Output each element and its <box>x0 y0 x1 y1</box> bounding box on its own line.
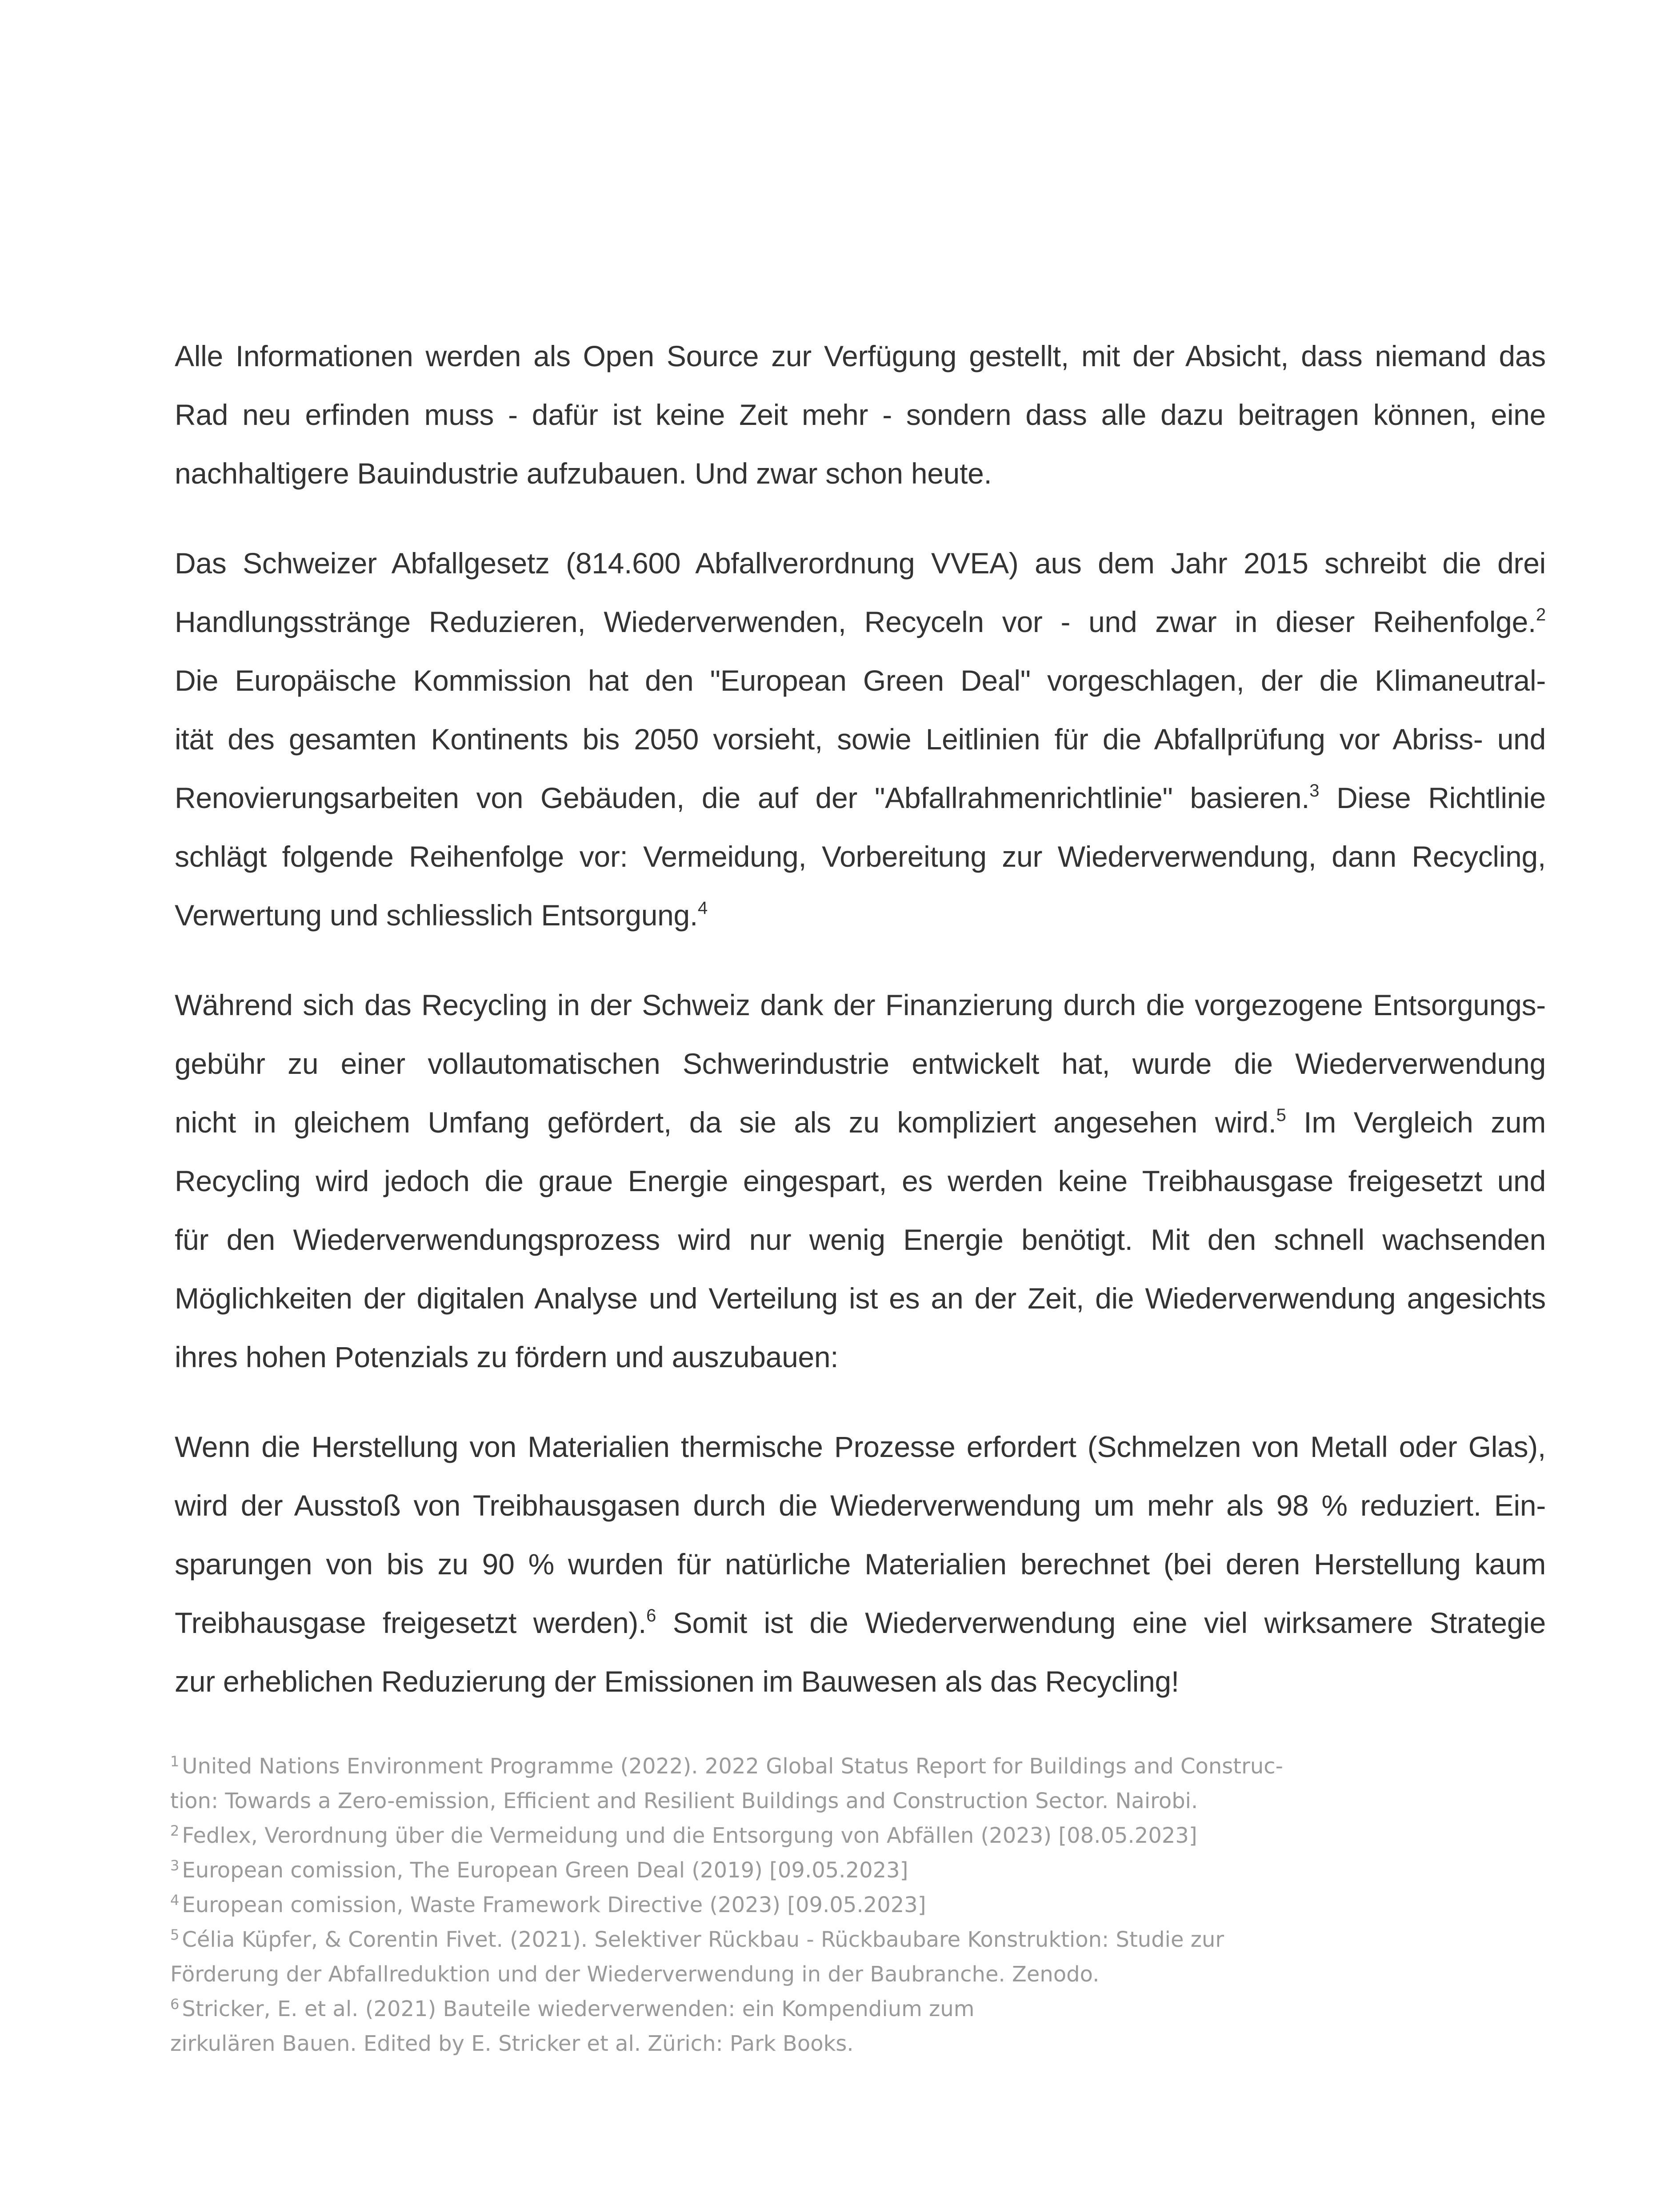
footnote-ref: 2 <box>1536 605 1546 624</box>
text-line <box>175 768 1546 827</box>
text-line: Alle Informationen werden als Open Source zur Verfügung gestellt, mit der Absicht, dass niemand das <box>175 340 1546 372</box>
footnote-text: Stricker, E. et al. (2021) Bauteile wiederverwenden: ein Kompendium zum <box>182 1997 975 2021</box>
text-segment: Diese Richtlinie <box>1319 781 1546 814</box>
text-segment: Renovierungsarbeiten von Gebäuden, die auf der "Abfallrahmenrichtlinie" basieren. <box>175 781 1310 814</box>
footnote-4 <box>170 1888 1437 1922</box>
text-line: nachhaltigere Bauindustrie aufzubauen. Und zwar schon heute. <box>175 457 992 490</box>
footnote-text: European comission, Waste Framework Directive (2023) [09.05.2023] <box>182 1893 926 1917</box>
text-line: ität des gesamten Kontinents bis 2050 vorsieht, sowie Leitlinien für die Abfallprüfung vor Abriss- und <box>175 723 1546 756</box>
footnote-number: 4 <box>170 1892 180 1909</box>
text-line: Die Europäische Kommission hat den "European Green Deal" vorgeschlagen, der die Klimaneutral- <box>175 664 1546 697</box>
text-line: gebühr zu einer vollautomatischen Schwerindustrie entwickelt hat, wurde die Wiederverwendung <box>175 1047 1546 1080</box>
text-line: Das Schweizer Abfallgesetz (814.600 Abfallverordnung VVEA) aus dem Jahr 2015 schreibt die drei <box>175 547 1546 580</box>
footnote-2 <box>170 1818 1437 1853</box>
paragraph-emissions <box>175 1417 1546 1711</box>
footnote-ref: 5 <box>1276 1105 1286 1125</box>
footnote-text: Fedlex, Verordnung über die Vermeidung und die Entsorgung von Abfällen (2023) [08.05.2023] <box>182 1823 1197 1848</box>
footnote-text: zirkulären Bauen. Edited by E. Stricker et al. Zürich: Park Books. <box>170 2031 854 2056</box>
footnote-number: 5 <box>170 1926 180 1943</box>
footnote-text: Förderung der Abfallreduktion und der Wiederverwendung in der Baubranche. Zenodo. <box>170 1962 1100 1987</box>
footnote-6-cont <box>170 2026 1437 2061</box>
footnote-3 <box>170 1853 1437 1888</box>
text-line: Recycling wird jedoch die graue Energie eingespart, es werden keine Treibhausgase freigesetzt und <box>175 1165 1546 1197</box>
footnote-text: European comission, The European Green Deal (2019) [09.05.2023] <box>182 1858 908 1883</box>
text-line: sparungen von bis zu 90 % wurden für natürliche Materialien berechnet (bei deren Herstellung kaum <box>175 1548 1546 1581</box>
text-line: für den Wiederverwendungsprozess wird nur wenig Energie benötigt. Mit den schnell wachsenden <box>175 1223 1546 1256</box>
text-line: schlägt folgende Reihenfolge vor: Vermeidung, Vorbereitung zur Wiederverwendung, dann Recycling, <box>175 840 1546 873</box>
footnote-ref: 4 <box>697 898 708 918</box>
footnote-1 <box>170 1749 1437 1784</box>
text-line: zur erheblichen Reduzierung der Emissionen im Bauwesen als das Recycling! <box>175 1665 1179 1698</box>
text-segment: Im Vergleich zum <box>1286 1106 1546 1139</box>
footnote-text: tion: Towards a Zero-emission, Efficient and Resilient Buildings and Construction Sector. Nairobi. <box>170 1789 1198 1813</box>
footnote-6 <box>170 1992 1437 2026</box>
text-line: Rad neu erfinden muss - dafür ist keine Zeit mehr - sondern dass alle dazu beitragen können, eine <box>175 398 1546 431</box>
footnote-5 <box>170 1922 1437 1957</box>
text-line <box>175 1593 1546 1652</box>
footnotes <box>170 1749 1437 2061</box>
footnote-number: 1 <box>170 1753 180 1770</box>
paragraph-open-source <box>175 327 1546 503</box>
footnote-1-cont <box>170 1784 1437 1818</box>
footnote-number: 3 <box>170 1857 180 1874</box>
text-line: ihres hohen Potenzials zu fördern und auszubauen: <box>175 1341 839 1373</box>
text-segment: Handlungsstränge Reduzieren, Wiederverwenden, Recyceln vor - und zwar in dieser Reihenfolge. <box>175 605 1536 638</box>
footnote-5-cont <box>170 1957 1437 1992</box>
body-text <box>175 327 1546 1742</box>
text-line: Wenn die Herstellung von Materialien thermische Prozesse erfordert (Schmelzen von Metall oder Glas), <box>175 1430 1546 1463</box>
text-line <box>175 1093 1546 1152</box>
text-segment: Treibhausgase freigesetzt werden). <box>175 1606 647 1639</box>
paragraph-recycling <box>175 976 1546 1386</box>
footnote-text: Célia Küpfer, & Corentin Fivet. (2021). Selektiver Rückbau - Rückbaubare Konstruktion: Studie zur <box>182 1927 1224 1952</box>
footnote-ref: 6 <box>646 1606 656 1625</box>
text-line <box>175 886 1546 944</box>
text-line <box>175 592 1546 651</box>
text-segment: nicht in gleichem Umfang gefördert, da sie als zu kompliziert angesehen wird. <box>175 1106 1276 1139</box>
text-segment: Somit ist die Wiederverwendung eine viel wirksamere Strategie <box>656 1606 1546 1639</box>
footnote-ref: 3 <box>1309 781 1320 800</box>
text-segment: Verwertung und schliesslich Entsorgung. <box>175 899 698 932</box>
footnote-number: 6 <box>170 1996 180 2013</box>
text-line: Möglichkeiten der digitalen Analyse und Verteilung ist es an der Zeit, die Wiederverwendung angesichts <box>175 1282 1546 1315</box>
text-line: wird der Ausstoß von Treibhausgasen durch die Wiederverwendung um mehr als 98 % reduziert. Ein- <box>175 1489 1546 1522</box>
paragraph-waste-law <box>175 534 1546 944</box>
footnote-number: 2 <box>170 1822 180 1839</box>
footnote-text: United Nations Environment Programme (2022). 2022 Global Status Report for Buildings and Construc- <box>182 1754 1283 1779</box>
text-line: Während sich das Recycling in der Schweiz dank der Finanzierung durch die vorgezogene Entsorgungs- <box>175 988 1546 1021</box>
